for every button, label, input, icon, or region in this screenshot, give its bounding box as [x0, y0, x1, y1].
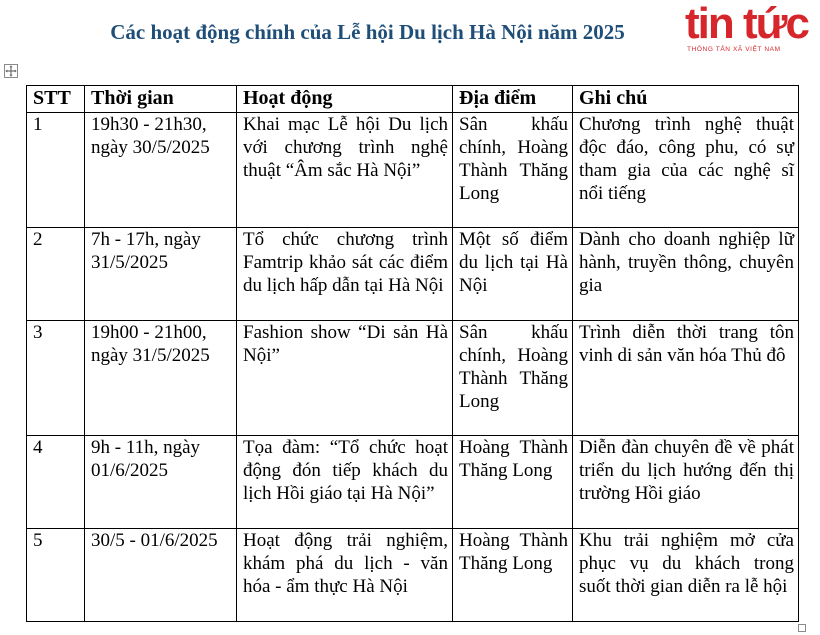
table-resize-handle[interactable] [798, 624, 806, 632]
cell-note: Dành cho doanh nghiệp lữ hành, truyền thông, chuyên gia [573, 228, 799, 321]
column-header-location: Địa điểm [453, 86, 573, 113]
table-row [27, 321, 799, 436]
cell-note: Chương trình nghệ thuật độc đáo, công phu, có sự tham gia của các nghệ sĩ nổi tiếng [573, 113, 799, 228]
column-header-activity: Hoạt động [237, 86, 453, 113]
cell-stt: 3 [27, 321, 85, 436]
cell-location: Sân khấu chính, Hoàng Thành Thăng Long [453, 113, 573, 228]
cell-time: 9h - 11h, ngày 01/6/2025 [85, 436, 237, 529]
table-move-handle-icon[interactable] [4, 64, 18, 78]
cell-activity: Khai mạc Lễ hội Du lịch với chương trình nghệ thuật “Âm sắc Hà Nội” [237, 113, 453, 228]
column-header-time: Thời gian [85, 86, 237, 113]
table-header-row [27, 86, 799, 113]
cell-location: Một số điểm du lịch tại Hà Nội [453, 228, 573, 321]
cell-note: Khu trải nghiệm mở cửa phục vụ du khách trong suốt thời gian diễn ra lễ hội [573, 529, 799, 622]
column-header-stt: STT [27, 86, 85, 113]
cell-location: Hoàng Thành Thăng Long [453, 529, 573, 622]
table-row [27, 529, 799, 622]
cell-stt: 5 [27, 529, 85, 622]
cell-note: Diễn đàn chuyên đề về phát triển du lịch hướng đến thị trường Hồi giáo [573, 436, 799, 529]
cell-note: Trình diễn thời trang tôn vinh di sản văn hóa Thủ đô [573, 321, 799, 436]
cell-activity: Hoạt động trải nghiệm, khám phá du lịch - văn hóa - ẩm thực Hà Nội [237, 529, 453, 622]
logo-wordmark: tin tức [685, 0, 808, 48]
table-row [27, 113, 799, 228]
tintuc-logo [685, 0, 809, 56]
cell-stt: 4 [27, 436, 85, 529]
cell-location: Sân khấu chính, Hoàng Thành Thăng Long [453, 321, 573, 436]
cell-location: Hoàng Thành Thăng Long [453, 436, 573, 529]
cell-time: 30/5 - 01/6/2025 [85, 529, 237, 622]
cell-time: 19h00 - 21h00, ngày 31/5/2025 [85, 321, 237, 436]
cell-time: 7h - 17h, ngày 31/5/2025 [85, 228, 237, 321]
cell-stt: 2 [27, 228, 85, 321]
column-header-note: Ghi chú [573, 86, 799, 113]
cell-activity: Tổ chức chương trình Famtrip khảo sát các điểm du lịch hấp dẫn tại Hà Nội [237, 228, 453, 321]
table-row [27, 228, 799, 321]
page-title: Các hoạt động chính của Lễ hội Du lịch Hà Nội năm 2025 [110, 20, 625, 44]
logo-tagline: THÔNG TẤN XÃ VIỆT NAM [687, 46, 781, 53]
cell-activity: Tọa đàm: “Tổ chức hoạt động đón tiếp khách du lịch Hồi giáo tại Hà Nội” [237, 436, 453, 529]
cell-stt: 1 [27, 113, 85, 228]
activities-table [26, 85, 799, 622]
cell-time: 19h30 - 21h30, ngày 30/5/2025 [85, 113, 237, 228]
table-row [27, 436, 799, 529]
cell-activity: Fashion show “Di sản Hà Nội” [237, 321, 453, 436]
